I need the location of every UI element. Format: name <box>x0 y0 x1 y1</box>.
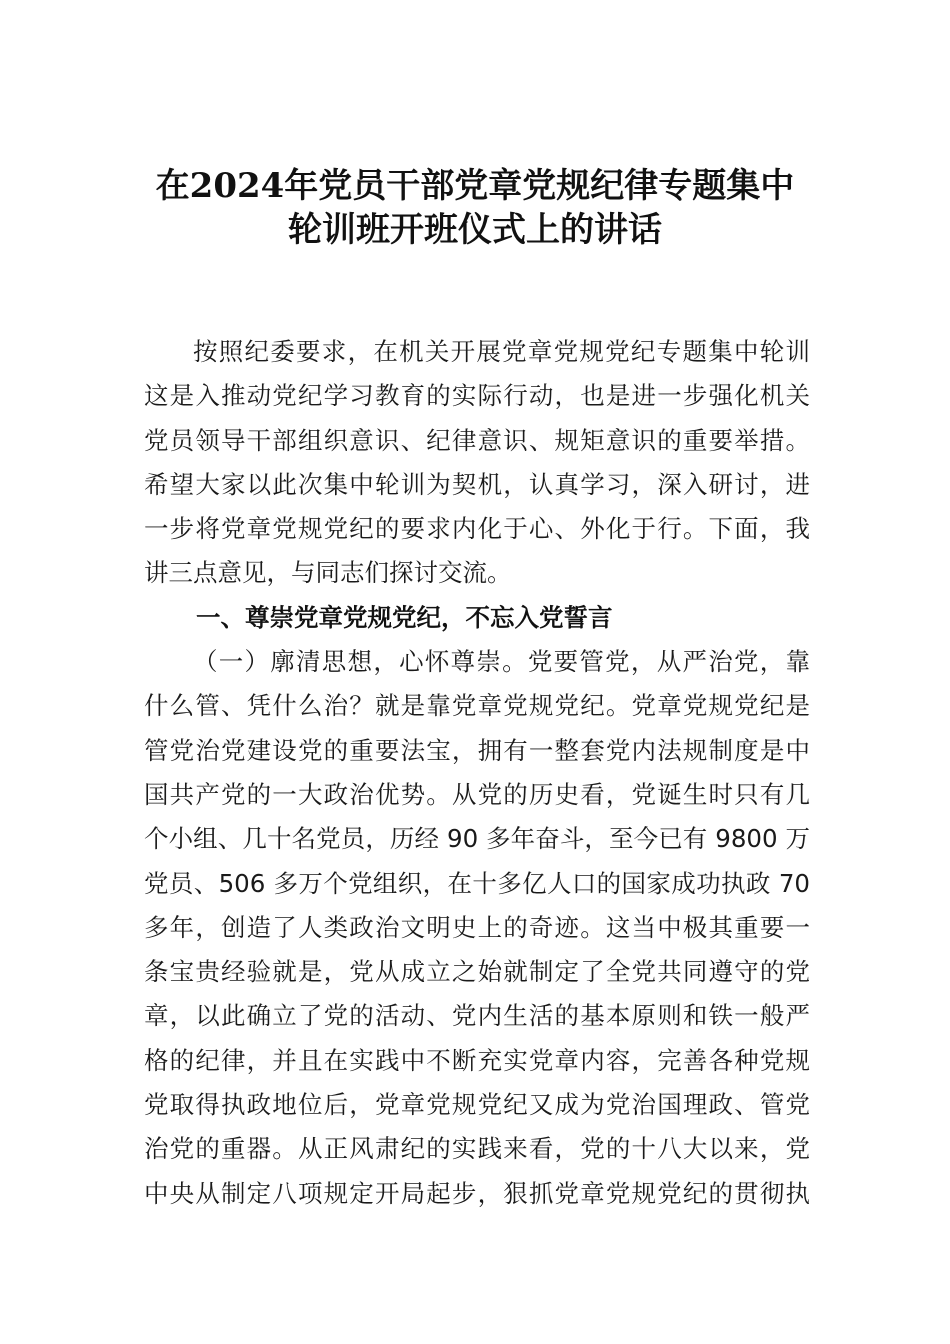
paragraph-2-line: 党取得执政地位后，党章党规党纪又成为党治国理政、管党 <box>144 1090 810 1120</box>
paragraph-2-line: 中央从制定八项规定开局起步，狠抓党章党规党纪的贯彻执 <box>144 1178 810 1208</box>
paragraph-2-line: 条宝贵经验就是，党从成立之始就制定了全党共同遵守的党 <box>144 957 810 987</box>
paragraph-2-line: 什么管、凭什么治？就是靠党章党规党纪。党章党规党纪是 <box>144 691 810 721</box>
paragraph-1-line: 党员领导干部组织意识、纪律意识、规矩意识的重要举措。 <box>144 425 810 455</box>
paragraph-1-line: 一步将党章党规党纪的要求内化于心、外化于行。下面，我 <box>144 514 810 544</box>
paragraph-2-line: 管党治党建设党的重要法宝，拥有一整套党内法规制度是中 <box>144 735 810 765</box>
document-title-line-2: 轮训班开班仪式上的讲话 <box>288 210 662 250</box>
paragraph-2-line: 章，以此确立了党的活动、党内生活的基本原则和铁一般严 <box>144 1001 810 1031</box>
paragraph-2-line: 格的纪律，并且在实践中不断充实党章内容，完善各种党规 <box>144 1045 810 1075</box>
document-body <box>144 330 810 1216</box>
paragraph-2-line: 治党的重器。从正风肃纪的实践来看，党的十八大以来，党 <box>144 1134 810 1164</box>
paragraph-2-line: 多年，创造了人类政治文明史上的奇迹。这当中极其重要一 <box>144 912 810 942</box>
paragraph-2-line: （一）廓清思想，心怀尊崇。党要管党，从严治党，靠 <box>193 647 810 677</box>
paragraph-1-line: 讲三点意见，与同志们探讨交流。 <box>144 558 512 588</box>
document-title-line-1: 在2024年党员干部党章党规纪律专题集中 <box>155 166 795 206</box>
paragraph-1-line: 这是入推动党纪学习教育的实际行动，也是进一步强化机关 <box>144 381 810 411</box>
section-heading-1: 一、尊崇党章党规党纪，不忘入党誓言 <box>196 602 613 632</box>
paragraph-2-line: 国共产党的一大政治优势。从党的历史看，党诞生时只有几 <box>144 779 810 809</box>
paragraph-1-line: 希望大家以此次集中轮训为契机，认真学习，深入研讨，进 <box>144 469 810 499</box>
paragraph-1-line: 按照纪委要求，在机关开展党章党规党纪专题集中轮训 <box>193 337 810 366</box>
paragraph-2-line: 个小组、几十名党员，历经 90 多年奋斗，至今已有 9800 万 <box>144 824 810 854</box>
paragraph-2-line: 党员、506 多万个党组织，在十多亿人口的国家成功执政 70 <box>144 868 810 898</box>
